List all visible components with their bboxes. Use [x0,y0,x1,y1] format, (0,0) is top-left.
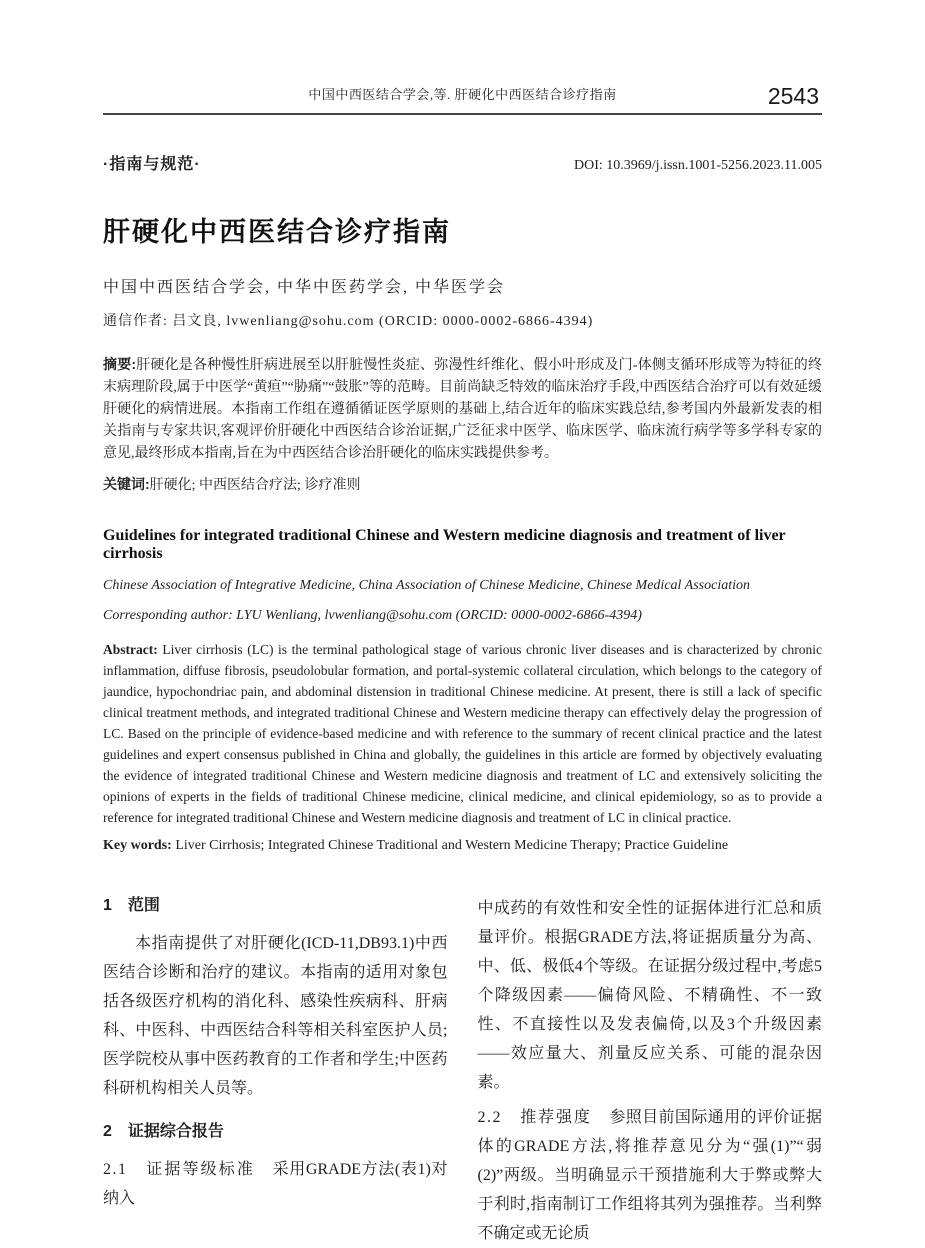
abstract-en-label: Abstract: [103,642,158,657]
corresponding-author-en: Corresponding author: LYU Wenliang, lvwenliang@sohu.com (ORCID: 0000-0002-6866-4394) [103,608,642,623]
keywords-en-text: Liver Cirrhosis; Integrated Chinese Traditional and Western Medicine Therapy; Practice Guideline [175,838,729,853]
article-title-cn: 肝硬化中西医结合诊疗指南 [103,217,451,247]
affiliations-en: Chinese Association of Integrative Medicine, China Association of Chinese Medicine, Chinese Medical Association [103,578,751,593]
section-2-1-label: 2.1 证据等级标准 [103,1161,256,1178]
continued-paragraph: 中成药的有效性和安全性的证据体进行汇总和质量评价。根据GRADE方法,将证据质量分为高、中、低、极低4个等级。在证据分级过程中,考虑5个降级因素——偏倚风险、不精确性、不一致性、不直接性以及发表偏倚,以及3个升级因素——效应量大、剂量反应关系、可能的混杂因素。 [477,900,822,1091]
abstract-cn [103,353,822,465]
section-2-1-text: 采用GRADE方法(表1)对纳入 [103,1161,448,1207]
meta-row [103,151,822,174]
running-title: 中国中西医结合学会,等. 肝硬化中西医结合诊疗指南 [308,87,617,102]
column-section-label: ·指南与规范· [103,156,201,173]
page-number: 2543 [767,83,819,109]
section-2-1-paragraph [103,1155,448,1213]
left-column [103,894,448,1248]
abstract-en [103,639,822,828]
right-column [478,894,823,1248]
keywords-en [103,838,822,854]
section-2-heading: 2 证据综合报告 [103,1123,224,1140]
section-1-heading: 1 范围 [103,897,160,914]
header-rule [103,113,822,115]
section-2-2-paragraph [478,1103,823,1248]
doi-text: DOI: 10.3969/j.issn.1001-5256.2023.11.005 [574,158,822,173]
abstract-cn-label: 摘要: [103,356,137,372]
abstract-en-text: Liver cirrhosis (LC) is the terminal pathological stage of various chronic liver diseases and is characterized by chronic inflammation, diffuse fibrosis, pseudolobular formation, and portal-systemic collateral circulation, which belongs to the category of jaundice, hypochondriac pain, and abdominal distension in traditional Chinese medicine. At present, there is still a lack of specific clinical treatment methods, and integrated traditional Chinese and Western medicine therapy can effectively delay the progression of LC. Based on the principle of evidence-based medicine and with reference to the summary of recent clinical practice and the latest guidelines and expert consensus published in China and globally, the guidelines in this article are formed by objectively evaluating the evidence of integrated traditional Chinese and Western medicine diagnosis and treatment of LC and extensively soliciting the opinions of experts in the fields of traditional Chinese medicine, clinical medicine, and clinical epidemiology, so as to provide a reference for integrated traditional Chinese and Western medicine diagnosis and treatment of LC in clinical practice. [103,642,823,825]
section-2-2-text: 参照目前国际通用的评价证据体的GRADE方法,将推荐意见分为“强(1)”“弱(2)”两级。当明确显示干预措施利大于弊或弊大于利时,指南制订工作组将其列为强推荐。当利弊不确定或无论质 [477,1109,822,1242]
body-columns [103,894,822,1248]
keywords-cn [103,474,822,494]
corresponding-author-cn: 通信作者: 吕文良, lvwenliang@sohu.com (ORCID: 0000-0002-6866-4394) [103,314,594,329]
authors-cn: 中国中西医结合学会, 中华中医药学会, 中华医学会 [103,279,506,296]
section-2-2-label: 2.2 推荐强度 [477,1109,592,1126]
keywords-cn-label: 关键词: [103,476,150,492]
keywords-cn-text: 肝硬化; 中西医结合疗法; 诊疗准则 [149,478,361,493]
section-1-paragraph: 本指南提供了对肝硬化(ICD-11,DB93.1)中西医结合诊断和治疗的建议。本指南的适用对象包括各级医疗机构的消化科、感染性疾病科、肝病科、中医科、中西医结合科等相关科室医护人员;医学院校从事中医药教育的工作者和学生;中医药科研机构相关人员等。 [103,935,448,1097]
keywords-en-label: Key words: [103,838,172,853]
article-title-en: Guidelines for integrated traditional Chinese and Western medicine diagnosis and treatment of liver cirrhosis [103,527,786,562]
abstract-cn-text: 肝硬化是各种慢性肝病进展至以肝脏慢性炎症、弥漫性纤维化、假小叶形成及门-体侧支循环形成等为特征的终末病理阶段,属于中医学“黄疸”“胁痛”“鼓胀”等的范畴。目前尚缺乏特效的临床治疗手段,中西医结合治疗可以有效延缓肝硬化的病情进展。本指南工作组在遵循循证医学原则的基础上,结合近年的临床实践总结,参考国内外最新发表的相关指南与专家共识,客观评价肝硬化中西医结合诊治证据,广泛征求中医学、临床医学、临床流行病学等多学科专家的意见,最终形成本指南,旨在为中西医结合诊治肝硬化的临床实践提供参考。 [103,358,822,461]
running-head [103,83,822,109]
